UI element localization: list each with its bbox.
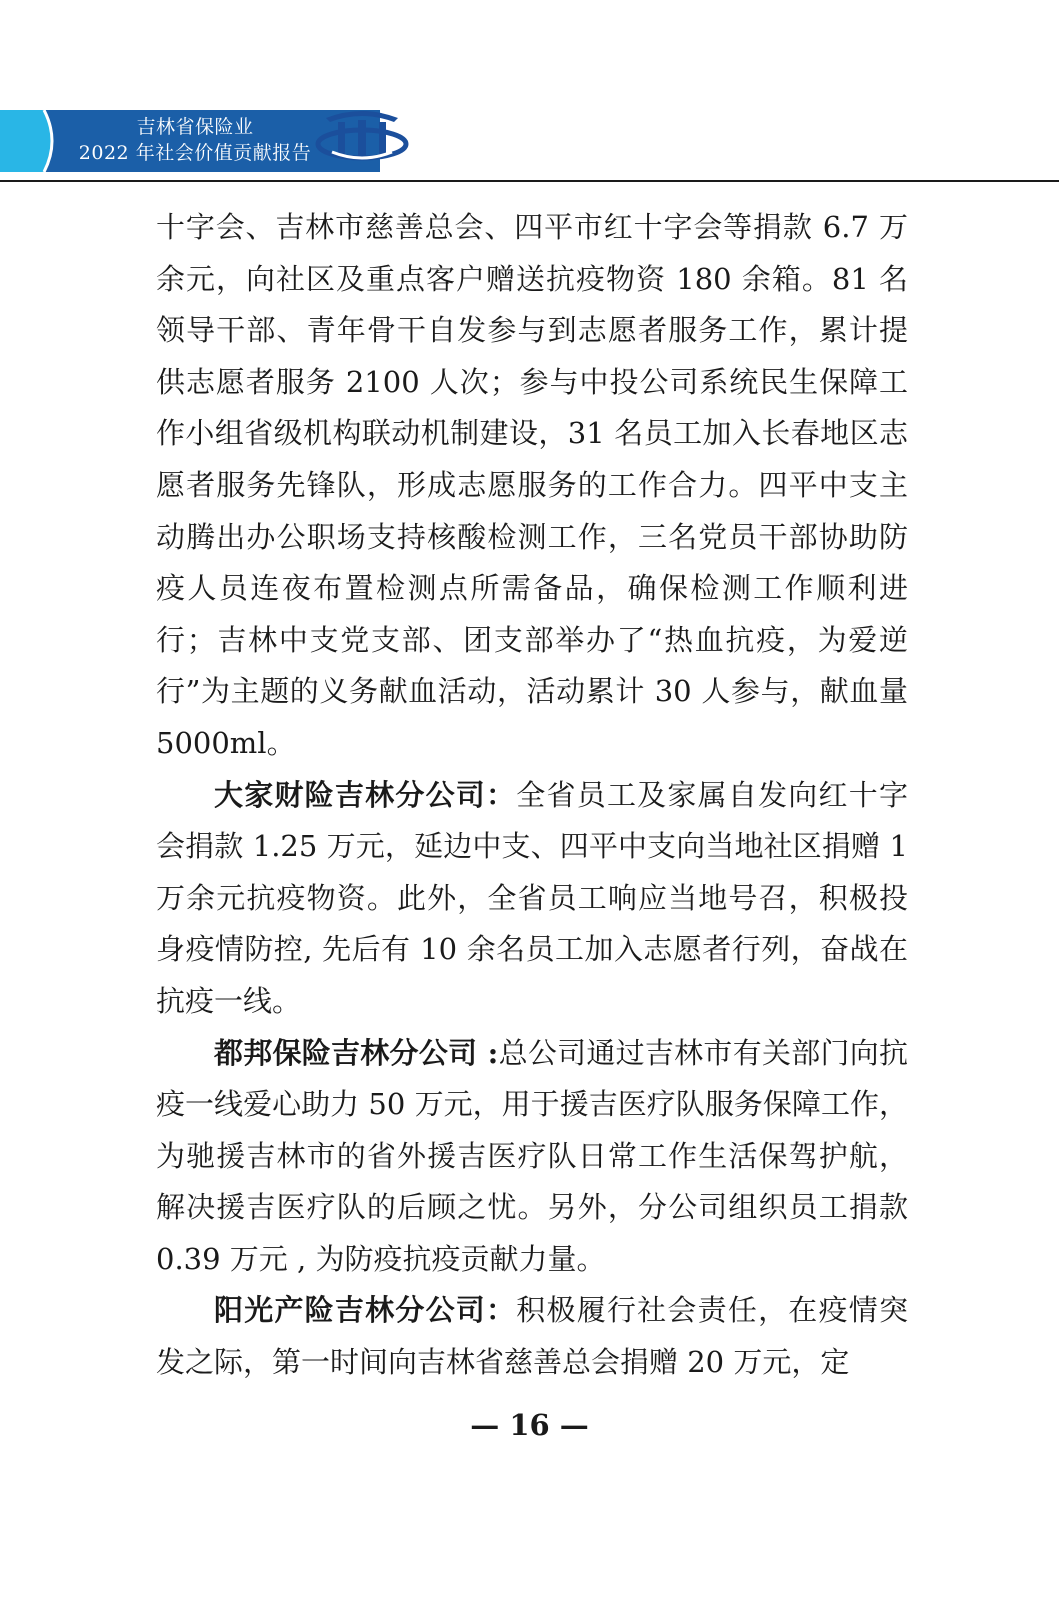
paragraph-dajia: [156, 770, 908, 1028]
insurance-association-logo-icon: [312, 100, 412, 174]
company-name-dubang: 都邦保险吉林分公司 :: [214, 1035, 499, 1070]
report-title: [60, 114, 330, 166]
report-title-line2: 2022 年社会价值贡献报告: [78, 142, 312, 164]
report-title-line1: 吉林省保险业: [136, 116, 254, 138]
paragraph-dubang-text: 总公司通过吉林市有关部门向抗疫一线爱心助力 50 万元，用于援吉医疗队服务保障工作，为驰援吉林市的省外援吉医疗队日常工作生活保驾护航，解决援吉医疗队的后顾之忧。另外，分公司组织员工捐款 0.39 万元 , 为防疫抗疫贡献力量。: [156, 1035, 908, 1276]
paragraph-dubang: [156, 1028, 908, 1286]
paragraph-dajia-text: 全省员工及家属自发向红十字会捐款 1.25 万元，延边中支、四平中支向当地社区捐赠 1 万余元抗疫物资。此外，全省员工响应当地号召，积极投身疫情防控, 先后有 10 余名员工加入志愿者行列，奋战在抗疫一线。: [156, 777, 908, 1018]
paragraph-yangguang-text: 积极履行社会责任，在疫情突发之际，第一时间向吉林省慈善总会捐赠 20 万元，定: [156, 1293, 908, 1380]
paragraph-1: [156, 202, 908, 770]
page-number: — 16 —: [470, 1408, 589, 1442]
header-divider: [0, 180, 1059, 182]
company-name-dajia: 大家财险吉林分公司：: [214, 777, 517, 812]
paragraph-yangguang: [156, 1285, 908, 1388]
company-name-yangguang: 阳光产险吉林分公司：: [214, 1293, 517, 1328]
paragraph-1-text: 十字会、吉林市慈善总会、四平市红十字会等捐款 6.7 万余元，向社区及重点客户赠送抗疫物资 180 余箱。81 名领导干部、青年骨干自发参与到志愿者服务工作，累计提供志愿者服务 2100 人次；参与中投公司系统民生保障工作小组省级机构联动机制建设，31 名员工加入长春地区志愿者服务先锋队，形成志愿服务的工作合力。四平中支主动腾出办公职场支持核酸检测工作，三名党员干部协助防疫人员连夜布置检测点所需备品，确保检测工作顺利进行；吉林中支党支部、团支部举办了“热血抗疫，为爱逆行”为主题的义务献血活动，活动累计 30 人参与，献血量 5000ml。: [156, 210, 908, 760]
body-text: [156, 202, 908, 1389]
